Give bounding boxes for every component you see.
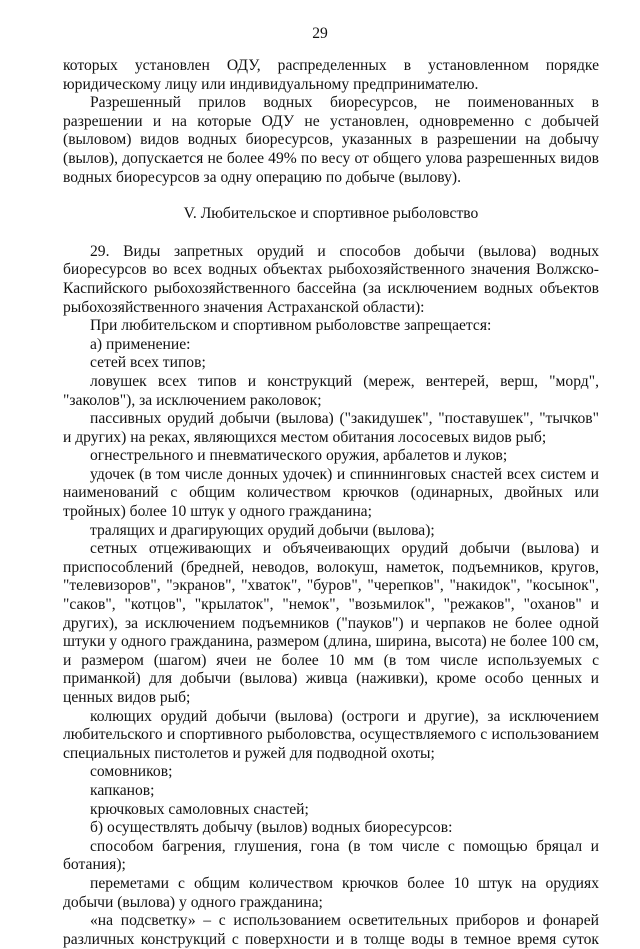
list-item: сомовников; — [90, 763, 173, 781]
list-item: «на подсветку» – с использованием осветительных приборов и фонарей различных конструкций с поверхности и в толще воды в темное время суток — [63, 912, 599, 948]
list-item: сетей всех типов; — [90, 354, 206, 372]
list-item: сетных отцеживающих и объячеивающих орудий добычи (вылова) и приспособлений (бредней, неводов, волокуш, наметок, подъемников, кругов, "телевизоров", "экранов", "хваток", "буров", "черепков", "накидок", "косынок", "саков", "котцов", "крылаток", "немок", "возьмилок", "режаков", "оханов" и других), за исключением подъемников ("пауков") и черпаков не более одной штуки у одного гражданина, размером (длина, ширина, высота) не более 100 см, и размером (шагом) ячеи не более 10 мм (в том числе используемых с приманкой) для добычи (вылова) живца (наживки), кроме особо ценных и ценных видов рыб; — [63, 540, 599, 706]
page-number: 29 — [312, 25, 328, 42]
paragraph: которых установлен ОДУ, распределенных в установленном порядке юридическому лицу или индивидуальному предпринимателю. — [63, 57, 599, 93]
document-body — [63, 57, 599, 949]
list-item: огнестрельного и пневматического оружия, арбалетов и луков; — [90, 447, 508, 465]
list-item: б) осуществлять добычу (вылов) водных биоресурсов: — [90, 819, 453, 837]
list-item: пассивных орудий добычи (вылова) ("закидушек", "поставушек", "тычков" и других) на реках, являющихся местом обитания лососевых видов рыб; — [63, 410, 599, 446]
paragraph: Разрешенный прилов водных биоресурсов, не поименованных в разрешении и на которые ОДУ не установлен, одновременно с добычей (выловом) видов водных биоресурсов, указанных в разрешении на добычу (вылов), допускается не более 49% по весу от общего улова разрешенных видов водных биоресурсов за одну операцию по добыче (вылову). — [63, 94, 599, 186]
list-item: капканов; — [90, 781, 155, 799]
list-item: переметами с общим количеством крючков более 10 штук на орудиях добычи (вылова) у одного гражданина; — [63, 874, 599, 911]
paragraph: При любительском и спортивном рыболовстве запрещается: — [90, 317, 492, 335]
list-item: удочек (в том числе донных удочек) и спиннинговых снастей всех систем и наименований с общим количеством крючков (одинарных, двойных или тройных) более 10 штук у одного гражданина; — [63, 465, 599, 521]
paragraph: 29. Виды запретных орудий и способов добычи (вылова) водных биоресурсов во всех водных объектах рыбохозяйственного значения Волжско-Каспийского рыбохозяйственного бассейна (за исключением водных объектов рыбохозяйственного значения Астраханской области): — [63, 242, 599, 316]
list-item: крючковых самоловных снастей; — [90, 800, 309, 818]
list-item: ловушек всех типов и конструкций (мереж, вентерей, верш, "морд", "заколов"), за исключением раколовок; — [63, 372, 599, 409]
section-heading: V. Любительское и спортивное рыболовство — [183, 205, 479, 223]
list-item: а) применение: — [90, 335, 191, 353]
list-item: способом багрения, глушения, гона (в том числе с помощью бряцал и ботания); — [63, 837, 599, 874]
list-item: колющих орудий добычи (вылова) (остроги и другие), за исключением любительского и спортивного рыболовства, осуществляемого с использованием специальных пистолетов и ружей для подводной охоты; — [63, 707, 599, 762]
list-item: тралящих и драгирующих орудий добычи (вылова); — [90, 521, 435, 539]
